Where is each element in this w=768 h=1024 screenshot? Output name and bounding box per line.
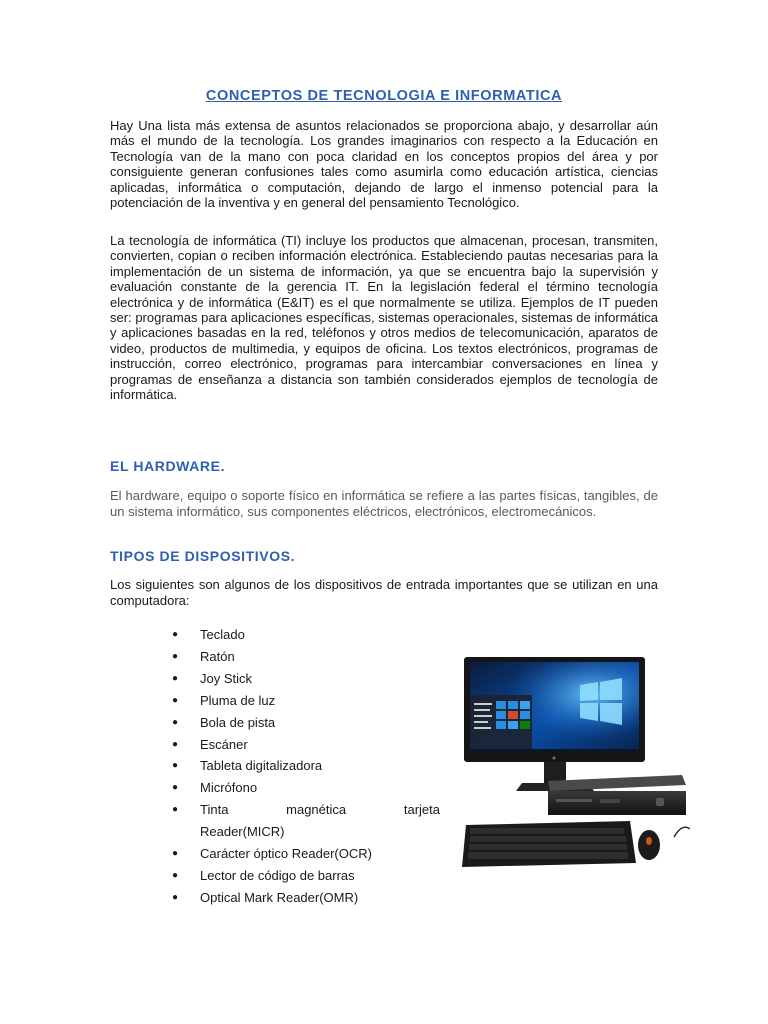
bullet-icon: ●: [172, 848, 179, 860]
bullet-icon: ●: [172, 869, 179, 881]
list-item-label: Pluma de luz: [200, 692, 276, 708]
list-item: [172, 624, 440, 646]
hp-logo-icon: [553, 757, 556, 760]
document-title: CONCEPTOS DE TECNOLOGIA E INFORMATICA: [205, 88, 563, 104]
bullet-icon: ●: [172, 629, 179, 640]
bullet-icon: ●: [172, 760, 179, 772]
bullet-icon: ●: [172, 716, 179, 728]
hardware-heading: EL HARDWARE.: [110, 458, 226, 474]
list-item-label: Lector de código de barras: [200, 867, 355, 883]
it-paragraph: La tecnología de informática (TI) incluye los productos que almacenan, procesan, transmiten, convierten, copian o reciben información electrónica. Estableciendo pautas necesarias para la implementación de un sistema de información, ya que se encuentra bajo la supervisión y evaluación constante de la gerencia IT. En la legislación federal el término tecnología electrónica y de informática (E&IT) es el que normalmente se utiliza. Ejemplos de IT pueden ser: programas para aplicaciones específicas, sistemas operacionales, sistemas de informática y aplicaciones basadas en la red, teléfonos y otros medios de telecomunicación, aparatos de video, productos de multimedia, y equipos de oficina. Los textos electrónicos, programas de instrucción, correo electrónico, programas para intercambiar conversaciones en línea y programas de enseñanza a distancia son también considerados ejemplos de tecnología de informática.: [110, 233, 658, 403]
list-item: [172, 887, 440, 909]
bullet-icon: ●: [172, 694, 179, 706]
list-item: [172, 690, 440, 712]
devices-list: [172, 624, 440, 909]
desktop-tower: [548, 775, 686, 815]
list-item-label: Tinta magnética tarjeta: [200, 802, 440, 818]
list-item-label: Teclado: [200, 627, 245, 642]
list-item-label: Tableta digitalizadora: [200, 758, 323, 774]
list-item: [172, 777, 440, 799]
list-item-label-continuation: Reader(MICR): [200, 824, 285, 840]
list-item-label: Ratón: [200, 648, 235, 664]
list-item-label: Micrófono: [200, 780, 258, 796]
bullet-icon: ●: [172, 650, 179, 662]
bullet-icon: ●: [172, 804, 179, 816]
list-item-label: Optical Mark Reader(OMR): [200, 889, 359, 905]
intro-paragraph: Hay Una lista más extensa de asuntos relacionados se proporciona abajo, y desarrollar aún más el mundo de la tecnología. Los grandes imaginarios con respecto a la Educación en Tecnología van de la mano con poca claridad en los conceptos propios del área y por consiguiente generan confusiones tales como asumirla como educación artística, ciencias aplicadas, informática o computación, dejando de largo el inmenso potencial para la potenciación de la inventiva y en general del pensamiento Tecnológico.: [110, 118, 658, 211]
list-item: [172, 865, 440, 887]
list-item: [172, 843, 440, 865]
list-item-label: Joy Stick: [200, 670, 253, 686]
list-item: [172, 646, 440, 668]
bullet-icon: ●: [172, 782, 179, 794]
bullet-icon: ●: [172, 891, 179, 903]
list-item: [172, 668, 440, 690]
list-item: [172, 712, 440, 734]
taskbar: [470, 749, 639, 753]
monitor: [464, 657, 645, 762]
list-item-label: Escáner: [200, 736, 248, 752]
list-item: [172, 799, 440, 843]
mouse: [638, 827, 690, 860]
list-item-label: Carácter óptico Reader(OCR): [200, 846, 372, 862]
devices-heading: TIPOS DE DISPOSITIVOS.: [110, 548, 296, 564]
start-menu: [470, 695, 532, 749]
hardware-paragraph: El hardware, equipo o soporte físico en informática se refiere a las partes físicas, tangibles, de un sistema informático, sus componentes eléctricos, electrónicos, electromecánicos.: [110, 488, 658, 519]
desktop-computer-icon: [460, 655, 692, 875]
bullet-icon: ●: [172, 738, 179, 750]
list-item: [172, 734, 440, 756]
devices-intro-paragraph: Los siguientes son algunos de los dispositivos de entrada importantes que se utilizan en una computadora:: [110, 577, 658, 608]
list-item-label: Bola de pista: [200, 714, 276, 730]
list-item: [172, 755, 440, 777]
keyboard: [462, 821, 636, 867]
bullet-icon: ●: [172, 672, 179, 684]
